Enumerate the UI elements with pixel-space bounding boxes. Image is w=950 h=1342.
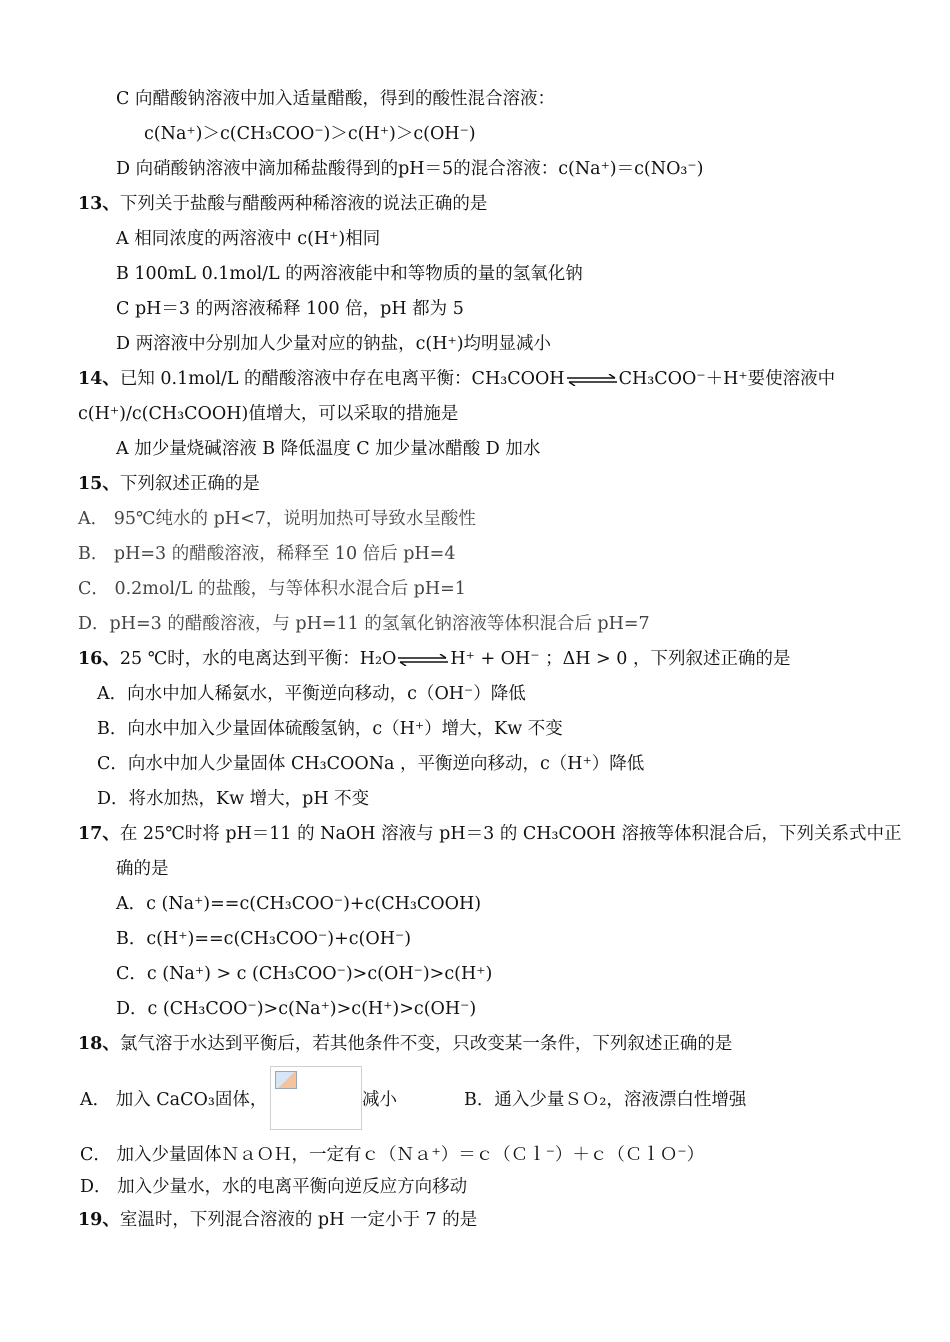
equilibrium-arrow-icon [567, 374, 617, 386]
option-15a: A． 95℃纯水的 pH<7，说明加热可导致水呈酸性 [78, 509, 476, 529]
question-number: 17、 [78, 824, 120, 844]
question-15 [78, 472, 260, 496]
option-15c: C． 0.2mol/L 的盐酸，与等体积水混合后 pH=1 [78, 579, 466, 599]
option-17c: C．c (Na⁺) > c (CH₃COO⁻)>c(OH⁻)>c(H⁺) [116, 964, 493, 984]
option-13c: C pH＝3 的两溶液稀释 100 倍，pH 都为 5 [116, 299, 464, 319]
option-18a-cont: 减小 [362, 1090, 397, 1110]
option-12c: C 向醋酸钠溶液中加入适量醋酸，得到的酸性混合溶液： [116, 89, 555, 109]
question-number: 19、 [78, 1210, 120, 1230]
question-19 [78, 1208, 477, 1232]
question-text-cont: CH₃COO⁻＋H⁺要使溶液中 [618, 369, 836, 389]
option-13b: B 100mL 0.1mol/L 的两溶液能中和等物质的量的氢氧化钠 [116, 264, 583, 284]
question-number: 18、 [78, 1034, 120, 1054]
question-number: 15、 [78, 474, 120, 494]
option-17d: D．c (CH₃COO⁻)>c(Na⁺)>c(H⁺)>c(OH⁻) [116, 999, 477, 1019]
option-12c-formula: c(Na⁺)＞c(CH₃COO⁻)＞c(H⁺)＞c(OH⁻) [144, 124, 476, 144]
question-18 [78, 1032, 732, 1056]
option-16d: D．将水加热，Kw 增大，pH 不变 [97, 789, 370, 809]
option-18a: A． 加入 CaCO₃固体， [80, 1090, 268, 1110]
image-icon [275, 1071, 297, 1089]
question-text: 氯气溶于水达到平衡后，若其他条件不变，只改变某一条件，下列叙述正确的是 [119, 1034, 733, 1054]
option-16b: B．向水中加入少量固体硫酸氢钠，c（H⁺）增大，Kw 不变 [97, 719, 563, 739]
option-12d: D 向硝酸钠溶液中滴加稀盐酸得到的pH＝5的混合溶液：c(Na⁺)＝c(NO₃⁻) [116, 159, 704, 179]
question-text: 已知 0.1mol/L 的醋酸溶液中存在电离平衡：CH₃COOH [119, 369, 565, 389]
broken-image-placeholder [270, 1066, 362, 1130]
question-text: 25 ℃时，水的电离达到平衡：H₂O [119, 649, 397, 669]
question-17 [78, 822, 901, 846]
option-16c: C．向水中加人少量固体 CH₃COONa ，平衡逆向移动，c（H⁺）降低 [97, 754, 645, 774]
question-14-cont: c(H⁺)/c(CH₃COOH)值增大，可以采取的措施是 [78, 404, 459, 424]
option-18d: D． 加入少量水，水的电离平衡向逆反应方向移动 [80, 1177, 468, 1197]
equilibrium-arrow-icon [398, 654, 448, 666]
options-14: A 加少量烧碱溶液 B 降低温度 C 加少量冰醋酸 D 加水 [116, 439, 541, 459]
question-17-cont: 确的是 [116, 859, 169, 879]
question-16 [78, 647, 790, 671]
option-15d: D．pH=3 的醋酸溶液，与 pH=11 的氢氧化钠溶液等体积混合后 pH=7 [78, 614, 650, 634]
question-13 [78, 192, 487, 216]
question-text: 在 25℃时将 pH＝11 的 NaOH 溶液与 pH＝3 的 CH₃COOH 溶掖等体积混合后，下列关系式中正 [119, 824, 902, 844]
option-18c: C． 加入少量固体ＮａＯＨ，一定有ｃ（Ｎａ⁺）＝ｃ（Ｃｌ⁻）＋ｃ（ＣｌＯ⁻） [80, 1145, 705, 1165]
question-text: 下列叙述正确的是 [119, 474, 260, 494]
question-14 [78, 367, 835, 391]
question-text-cont: H⁺ + OH⁻ ；ΔH > 0 ，下列叙述正确的是 [450, 649, 791, 669]
option-13d: D 两溶液中分别加人少量对应的钠盐，c(H⁺)均明显减小 [116, 334, 552, 354]
option-17a: A．c (Na⁺)==c(CH₃COO⁻)+c(CH₃COOH) [116, 894, 482, 914]
question-text: 下列关于盐酸与醋酸两种稀溶液的说法正确的是 [119, 194, 488, 214]
question-number: 16、 [78, 649, 120, 669]
question-number: 13、 [78, 194, 120, 214]
question-text: 室温时，下列混合溶液的 pH 一定小于 7 的是 [119, 1210, 478, 1230]
option-15b: B． pH=3 的醋酸溶液，稀释至 10 倍后 pH=4 [78, 544, 456, 564]
option-17b: B．c(H⁺)==c(CH₃COO⁻)+c(OH⁻) [116, 929, 412, 949]
option-18b: B．通入少量ＳＯ₂，溶液漂白性增强 [464, 1090, 747, 1110]
question-number: 14、 [78, 369, 120, 389]
option-16a: A．向水中加人稀氨水，平衡逆向移动，c（OH⁻）降低 [97, 684, 526, 704]
option-13a: A 相同浓度的两溶液中 c(H⁺)相同 [116, 229, 381, 249]
